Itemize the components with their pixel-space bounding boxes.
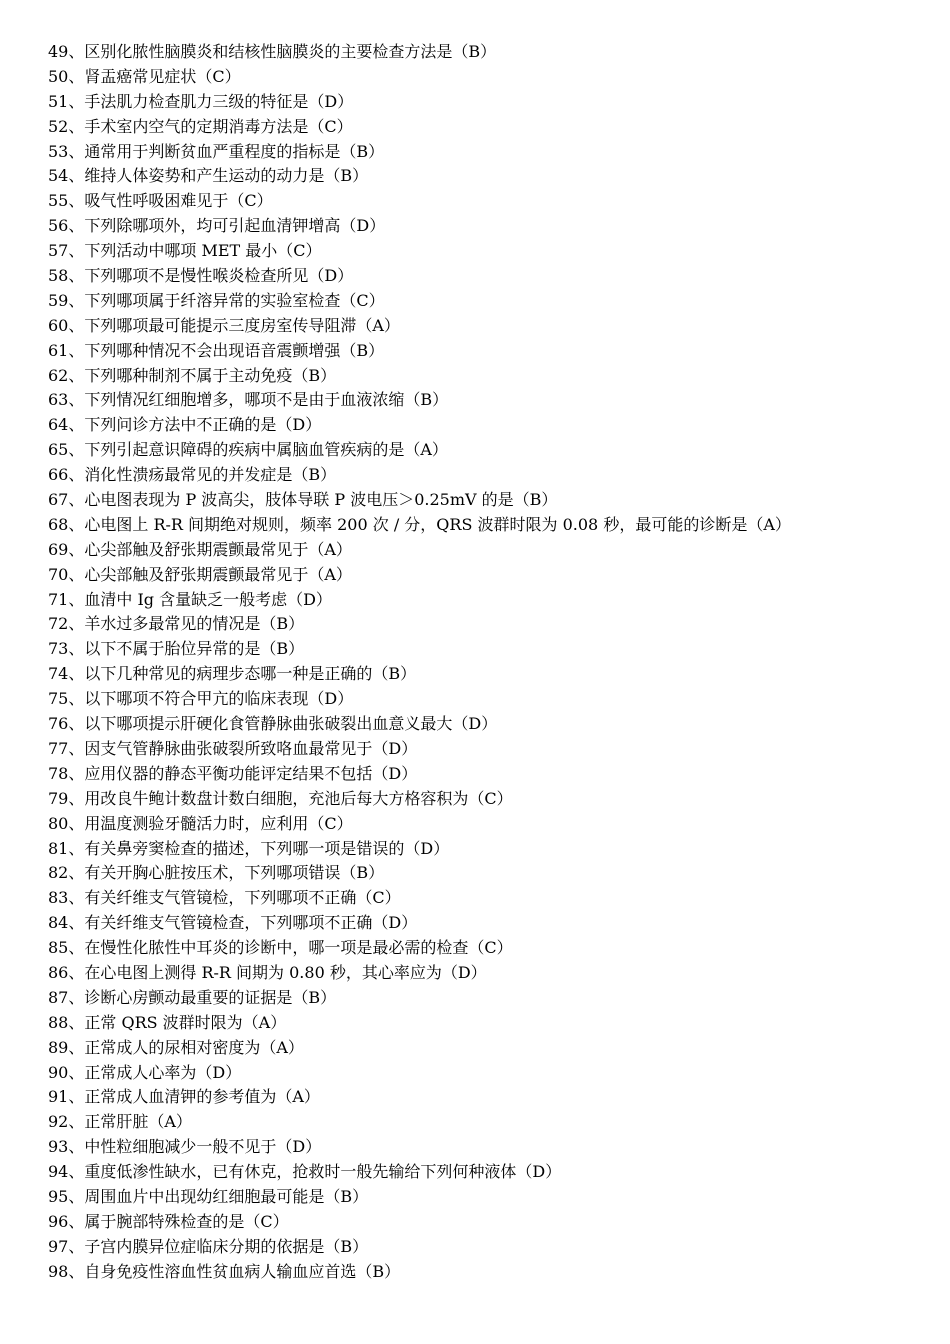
question-line: 87、诊断心房颤动最重要的证据是（B） [48, 987, 337, 1007]
question-line: 93、中性粒细胞减少一般不见于（D） [48, 1137, 322, 1157]
question-line: 75、以下哪项不符合甲亢的临床表现（D） [48, 689, 354, 709]
question-line: 68、心电图上 R-R 间期绝对规则，频率 200 次 / 分，QRS 波群时限为 0.08 秒，最可能的诊断是（A） [48, 514, 791, 534]
question-line: 72、羊水过多最常见的情况是（B） [48, 614, 305, 634]
question-line: 91、正常成人血清钾的参考值为（A） [48, 1087, 320, 1107]
question-line: 85、在慢性化脓性中耳炎的诊断中，哪一项是最必需的检查（C） [48, 938, 513, 958]
question-line: 62、下列哪种制剂不属于主动免疫（B） [48, 365, 337, 385]
question-line: 95、周围血片中出现幼红细胞最可能是（B） [48, 1186, 369, 1206]
question-list [48, 40, 938, 1285]
question-line: 78、应用仪器的静态平衡功能评定结果不包括（D） [48, 763, 418, 783]
question-line: 88、正常 QRS 波群时限为（A） [48, 1012, 287, 1032]
question-line: 81、有关鼻旁窦检查的描述，下列哪一项是错误的（D） [48, 838, 450, 858]
question-line: 83、有关纤维支气管镜检，下列哪项不正确（C） [48, 888, 401, 908]
question-line: 73、以下不属于胎位异常的是（B） [48, 639, 305, 659]
question-line: 57、下列活动中哪项 MET 最小（C） [48, 241, 322, 261]
question-line: 61、下列哪种情况不会出现语音震颤增强（B） [48, 340, 385, 360]
question-line: 94、重度低渗性缺水，已有休克，抢救时一般先输给下列何种液体（D） [48, 1162, 562, 1182]
question-line: 74、以下几种常见的病理步态哪一种是正确的（B） [48, 664, 417, 684]
question-line: 82、有关开胸心脏按压术，下列哪项错误（B） [48, 863, 385, 883]
question-line: 64、下列问诊方法中不正确的是（D） [48, 415, 322, 435]
question-line: 58、下列哪项不是慢性喉炎检查所见（D） [48, 266, 354, 286]
question-line: 65、下列引起意识障碍的疾病中属脑血管疾病的是（A） [48, 440, 448, 460]
question-line: 53、通常用于判断贫血严重程度的指标是（B） [48, 141, 385, 161]
question-line: 84、有关纤维支气管镜检查，下列哪项不正确（D） [48, 913, 418, 933]
question-line: 52、手术室内空气的定期消毒方法是（C） [48, 116, 353, 136]
question-line: 79、用改良牛鲍计数盘计数白细胞，充池后每大方格容积为（C） [48, 788, 513, 808]
question-line: 56、下列除哪项外，均可引起血清钾增高（D） [48, 216, 386, 236]
question-line: 98、自身免疫性溶血性贫血病人输血应首选（B） [48, 1261, 401, 1281]
question-line: 63、下列情况红细胞增多，哪项不是由于血液浓缩（B） [48, 390, 449, 410]
question-line: 76、以下哪项提示肝硬化食管静脉曲张破裂出血意义最大（D） [48, 714, 498, 734]
question-line: 49、区别化脓性脑膜炎和结核性脑膜炎的主要检查方法是（B） [48, 42, 497, 61]
question-line: 90、正常成人心率为（D） [48, 1062, 242, 1082]
question-line: 89、正常成人的尿相对密度为（A） [48, 1037, 304, 1057]
question-line: 80、用温度测验牙髓活力时，应利用（C） [48, 813, 353, 833]
question-line: 92、正常肝脏（A） [48, 1112, 192, 1132]
question-line: 51、手法肌力检查肌力三级的特征是（D） [48, 91, 354, 111]
question-line: 69、心尖部触及舒张期震颤最常见于（A） [48, 539, 352, 559]
question-line: 86、在心电图上测得 R-R 间期为 0.80 秒，其心率应为（D） [48, 962, 487, 982]
question-line: 77、因支气管静脉曲张破裂所致咯血最常见于（D） [48, 738, 418, 758]
question-line: 50、肾盂癌常见症状（C） [48, 66, 241, 86]
question-line: 70、心尖部触及舒张期震颤最常见于（A） [48, 564, 352, 584]
question-line: 54、维持人体姿势和产生运动的动力是（B） [48, 166, 369, 186]
question-line: 97、子宫内膜异位症临床分期的依据是（B） [48, 1236, 369, 1256]
question-line: 67、心电图表现为 P 波高尖，肢体导联 P 波电压＞0.25mV 的是（B） [48, 490, 558, 510]
question-line: 66、消化性溃疡最常见的并发症是（B） [48, 465, 337, 485]
question-line: 96、属于腕部特殊检查的是（C） [48, 1211, 289, 1231]
question-line: 71、血清中 Ig 含量缺乏一般考虑（D） [48, 589, 332, 609]
question-line: 59、下列哪项属于纤溶异常的实验室检查（C） [48, 290, 385, 310]
question-line: 60、下列哪项最可能提示三度房室传导阻滞（A） [48, 315, 400, 335]
question-line: 55、吸气性呼吸困难见于（C） [48, 191, 273, 211]
